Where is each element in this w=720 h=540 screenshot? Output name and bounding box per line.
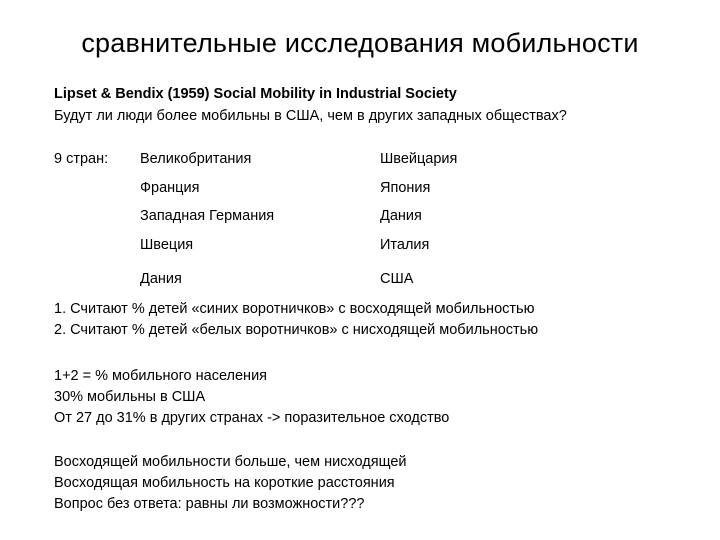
method-list	[54, 299, 538, 341]
conclusions-list	[54, 452, 407, 515]
result-item: 1+2 = % мобильного населения	[54, 368, 268, 384]
countries-label: 9 стран:	[54, 151, 109, 167]
country-cell: Великобритания	[140, 151, 252, 167]
reference-line: Lipset & Bendix (1959) Social Mobility in Industrial Society	[54, 86, 457, 102]
country-cell: Швейцария	[380, 151, 458, 167]
country-cell: Западная Германия	[140, 208, 275, 224]
conclusion-item: Вопрос без ответа: равны ли возможности???	[54, 496, 365, 512]
research-question: Будут ли люди более мобильны в США, чем в других западных обществах?	[54, 108, 567, 124]
method-item: 2. Считают % детей «белых воротничков» с нисходящей мобильностью	[54, 322, 539, 338]
country-cell: Дания	[380, 208, 422, 224]
country-cell: Франция	[140, 180, 200, 196]
country-cell: Дания	[140, 271, 182, 287]
conclusion-item: Восходящая мобильность на короткие расстояния	[54, 475, 395, 491]
result-item: От 27 до 31% в других странах -> поразительное сходство	[54, 410, 450, 426]
method-item: 1. Считают % детей «синих воротничков» с восходящей мобильностью	[54, 301, 535, 317]
result-item: 30% мобильны в США	[54, 389, 206, 405]
results-list	[54, 366, 449, 429]
country-cell: США	[380, 271, 414, 287]
conclusion-item: Восходящей мобильности больше, чем нисходящей	[54, 454, 407, 470]
country-cell: Швеция	[140, 237, 194, 253]
country-cell: Италия	[380, 237, 430, 253]
slide-title: сравнительные исследования мобильности	[81, 28, 639, 58]
country-cell: Япония	[380, 180, 431, 196]
